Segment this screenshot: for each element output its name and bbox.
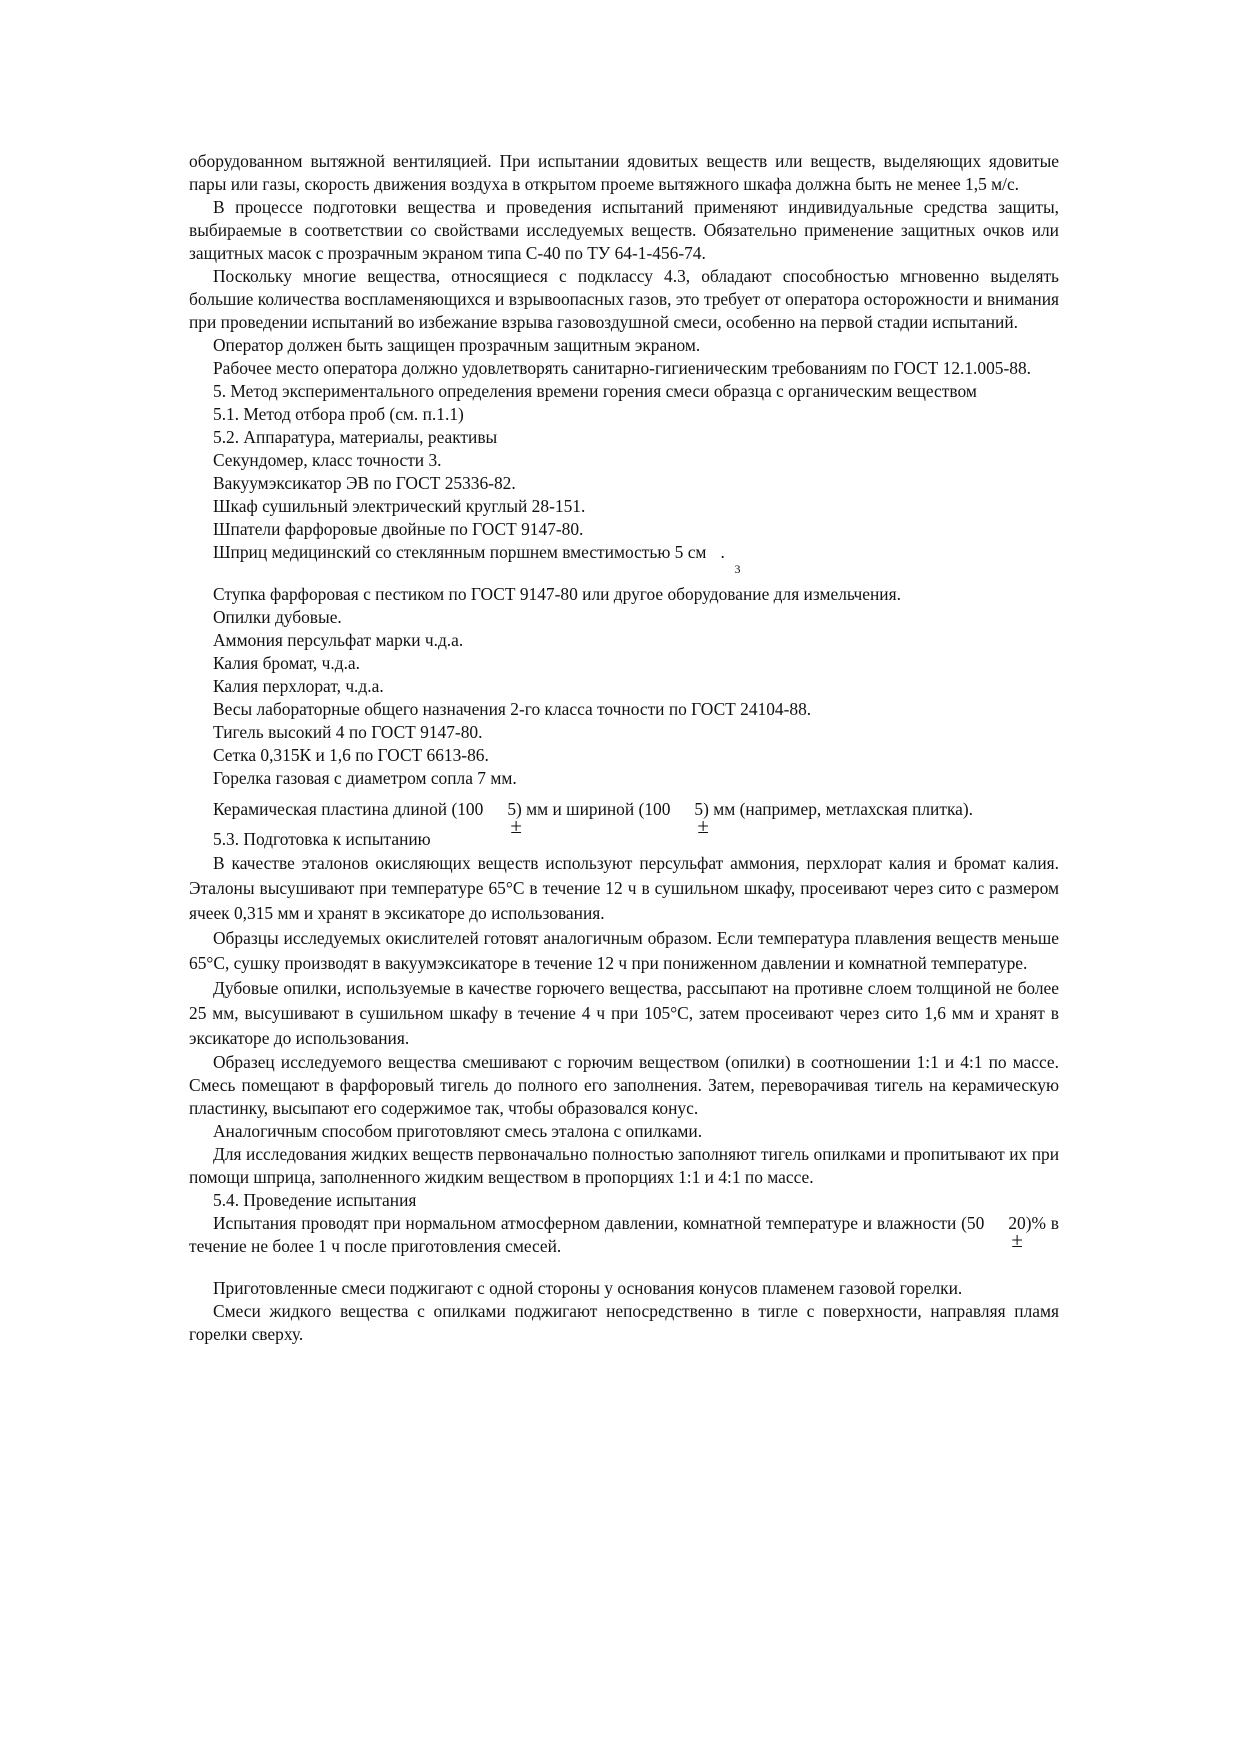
section-heading: 5.3. Подготовка к испытанию <box>213 829 431 849</box>
paragraph: Оператор должен быть защищен прозрачным защитным экраном. <box>213 335 701 355</box>
paragraph: Образец исследуемого вещества смешивают с горючим веществом (опилки) в соотношении 1:1 и 4:1 по массе. Смесь помещают в фарфоровый тигель до полного его заполнения. Затем, переворачивая тигель на керамическую пластинку, высыпают его содержимое так, чтобы образовался конус. <box>189 1052 1059 1118</box>
list-item: Аммония персульфат марки ч.д.а. <box>213 630 464 650</box>
list-item: Калия бромат, ч.д.а. <box>213 653 360 673</box>
list-item: Шкаф сушильный электрический круглый 28-151. <box>213 496 586 516</box>
plus-minus-sign <box>483 814 522 838</box>
paragraph: В процессе подготовки вещества и проведения испытаний применяют индивидуальные средства защиты, выбираемые в соответствии со свойствами исследуемых веществ. Обязательно применение защитных очков или защитных масок с прозрачным экраном типа С-40 по ТУ 64-1-456-74. <box>189 197 1059 263</box>
plus-minus-glyph: ± <box>510 814 522 838</box>
document-page <box>189 150 1059 1346</box>
list-item: Горелка газовая с диаметром сопла 7 мм. <box>213 768 517 788</box>
paragraph <box>189 1212 1059 1258</box>
plus-minus-glyph: ± <box>1011 1228 1023 1252</box>
text-fragment: 5) мм и шириной (100 <box>507 799 671 819</box>
paragraph: Аналогичным способом приготовляют смесь эталона с опилками. <box>213 1121 703 1141</box>
text-fragment: Шприц медицинский со стеклянным поршнем вместимостью 5 см <box>213 542 707 562</box>
text-fragment: . <box>720 542 725 562</box>
paragraph: оборудованном вытяжной вентиляцией. При испытании ядовитых веществ или веществ, выделяющих ядовитые пары или газы, скорость движения воздуха в открытом проеме вытяжного шкафа должна быть не менее 1,5 м/с. <box>189 151 1059 194</box>
superscript <box>706 557 741 576</box>
section-heading: 5. Метод экспериментального определения времени горения смеси образца с органическим веществом <box>213 381 977 401</box>
list-item: Тигель высокий 4 по ГОСТ 9147-80. <box>213 722 483 742</box>
section-heading: 5.4. Проведение испытания <box>213 1190 417 1210</box>
list-item <box>189 790 1059 838</box>
superscript-digit: 3 <box>734 562 741 576</box>
list-item: Сетка 0,315К и 1,6 по ГОСТ 6613-86. <box>213 745 489 765</box>
paragraph: Рабочее место оператора должно удовлетворять санитарно-гигиеническим требованиям по ГОСТ 12.1.005-88. <box>213 358 1032 378</box>
text-fragment: 5) мм (например, метлахская плитка). <box>694 799 974 819</box>
text-fragment: Керамическая пластина длиной (100 <box>213 799 484 819</box>
text-fragment: 20)% в течение не более 1 ч после приготовления смесей. <box>189 1213 1059 1256</box>
list-item: Опилки дубовые. <box>213 607 342 627</box>
list-item <box>189 541 1059 576</box>
plus-minus-sign <box>984 1228 1023 1252</box>
paragraph: Дубовые опилки, используемые в качестве горючего вещества, рассыпают на противне слоем толщиной не более 25 мм, высушивают в сушильном шкафу в течение 4 ч при 105°С, затем просеивают через сито 1,6 мм и хранят в эксикаторе до использования. <box>189 978 1059 1048</box>
text-fragment: Испытания проводят при нормальном атмосферном давлении, комнатной температуре и влажности (50 <box>213 1213 985 1233</box>
paragraph: Поскольку многие вещества, относящиеся с подклассу 4.3, обладают способностью мгновенно выделять большие количества воспламеняющихся и взрывоопасных газов, это требует от оператора осторожности и внимания при проведении испытаний во избежание взрыва газовоздушной смеси, особенно на первой стадии испытаний. <box>189 266 1059 332</box>
plus-minus-sign <box>670 814 709 838</box>
paragraph: Приготовленные смеси поджигают с одной стороны у основания конусов пламенем газовой горелки. <box>213 1278 963 1298</box>
paragraph: В качестве эталонов окисляющих веществ используют персульфат аммония, перхлорат калия и бромат калия. Эталоны высушивают при температуре 65°С в течение 12 ч в сушильном шкафу, просеивают через сито с размером ячеек 0,315 мм и хранят в эксикаторе до использования. <box>189 853 1059 923</box>
list-item: Вакуумэксикатор ЭВ по ГОСТ 25336-82. <box>213 473 516 493</box>
paragraph: Для исследования жидких веществ первоначально полностью заполняют тигель опилками и пропитывают их при помощи шприца, заполненного жидким веществом в пропорциях 1:1 и 4:1 по массе. <box>189 1144 1059 1187</box>
list-item: Секундомер, класс точности 3. <box>213 450 442 470</box>
list-item: Калия перхлорат, ч.д.а. <box>213 676 384 696</box>
paragraph: Смеси жидкого вещества с опилками поджигают непосредственно в тигле с поверхности, направляя пламя горелки сверху. <box>189 1301 1059 1344</box>
list-item: Ступка фарфоровая с пестиком по ГОСТ 9147-80 или другое оборудование для измельчения. <box>213 584 901 604</box>
list-item: Весы лабораторные общего назначения 2-го класса точности по ГОСТ 24104-88. <box>213 699 812 719</box>
section-heading: 5.1. Метод отбора проб (см. п.1.1) <box>213 404 464 424</box>
paragraph: Образцы исследуемых окислителей готовят аналогичным образом. Если температура плавления веществ меньше 65°С, сушку производят в вакуумэксикаторе в течение 12 ч при пониженном давлении и комнатной температуре. <box>189 928 1059 973</box>
list-item: Шпатели фарфоровые двойные по ГОСТ 9147-80. <box>213 519 584 539</box>
plus-minus-glyph: ± <box>697 814 709 838</box>
section-heading: 5.2. Аппаратура, материалы, реактивы <box>213 427 498 447</box>
